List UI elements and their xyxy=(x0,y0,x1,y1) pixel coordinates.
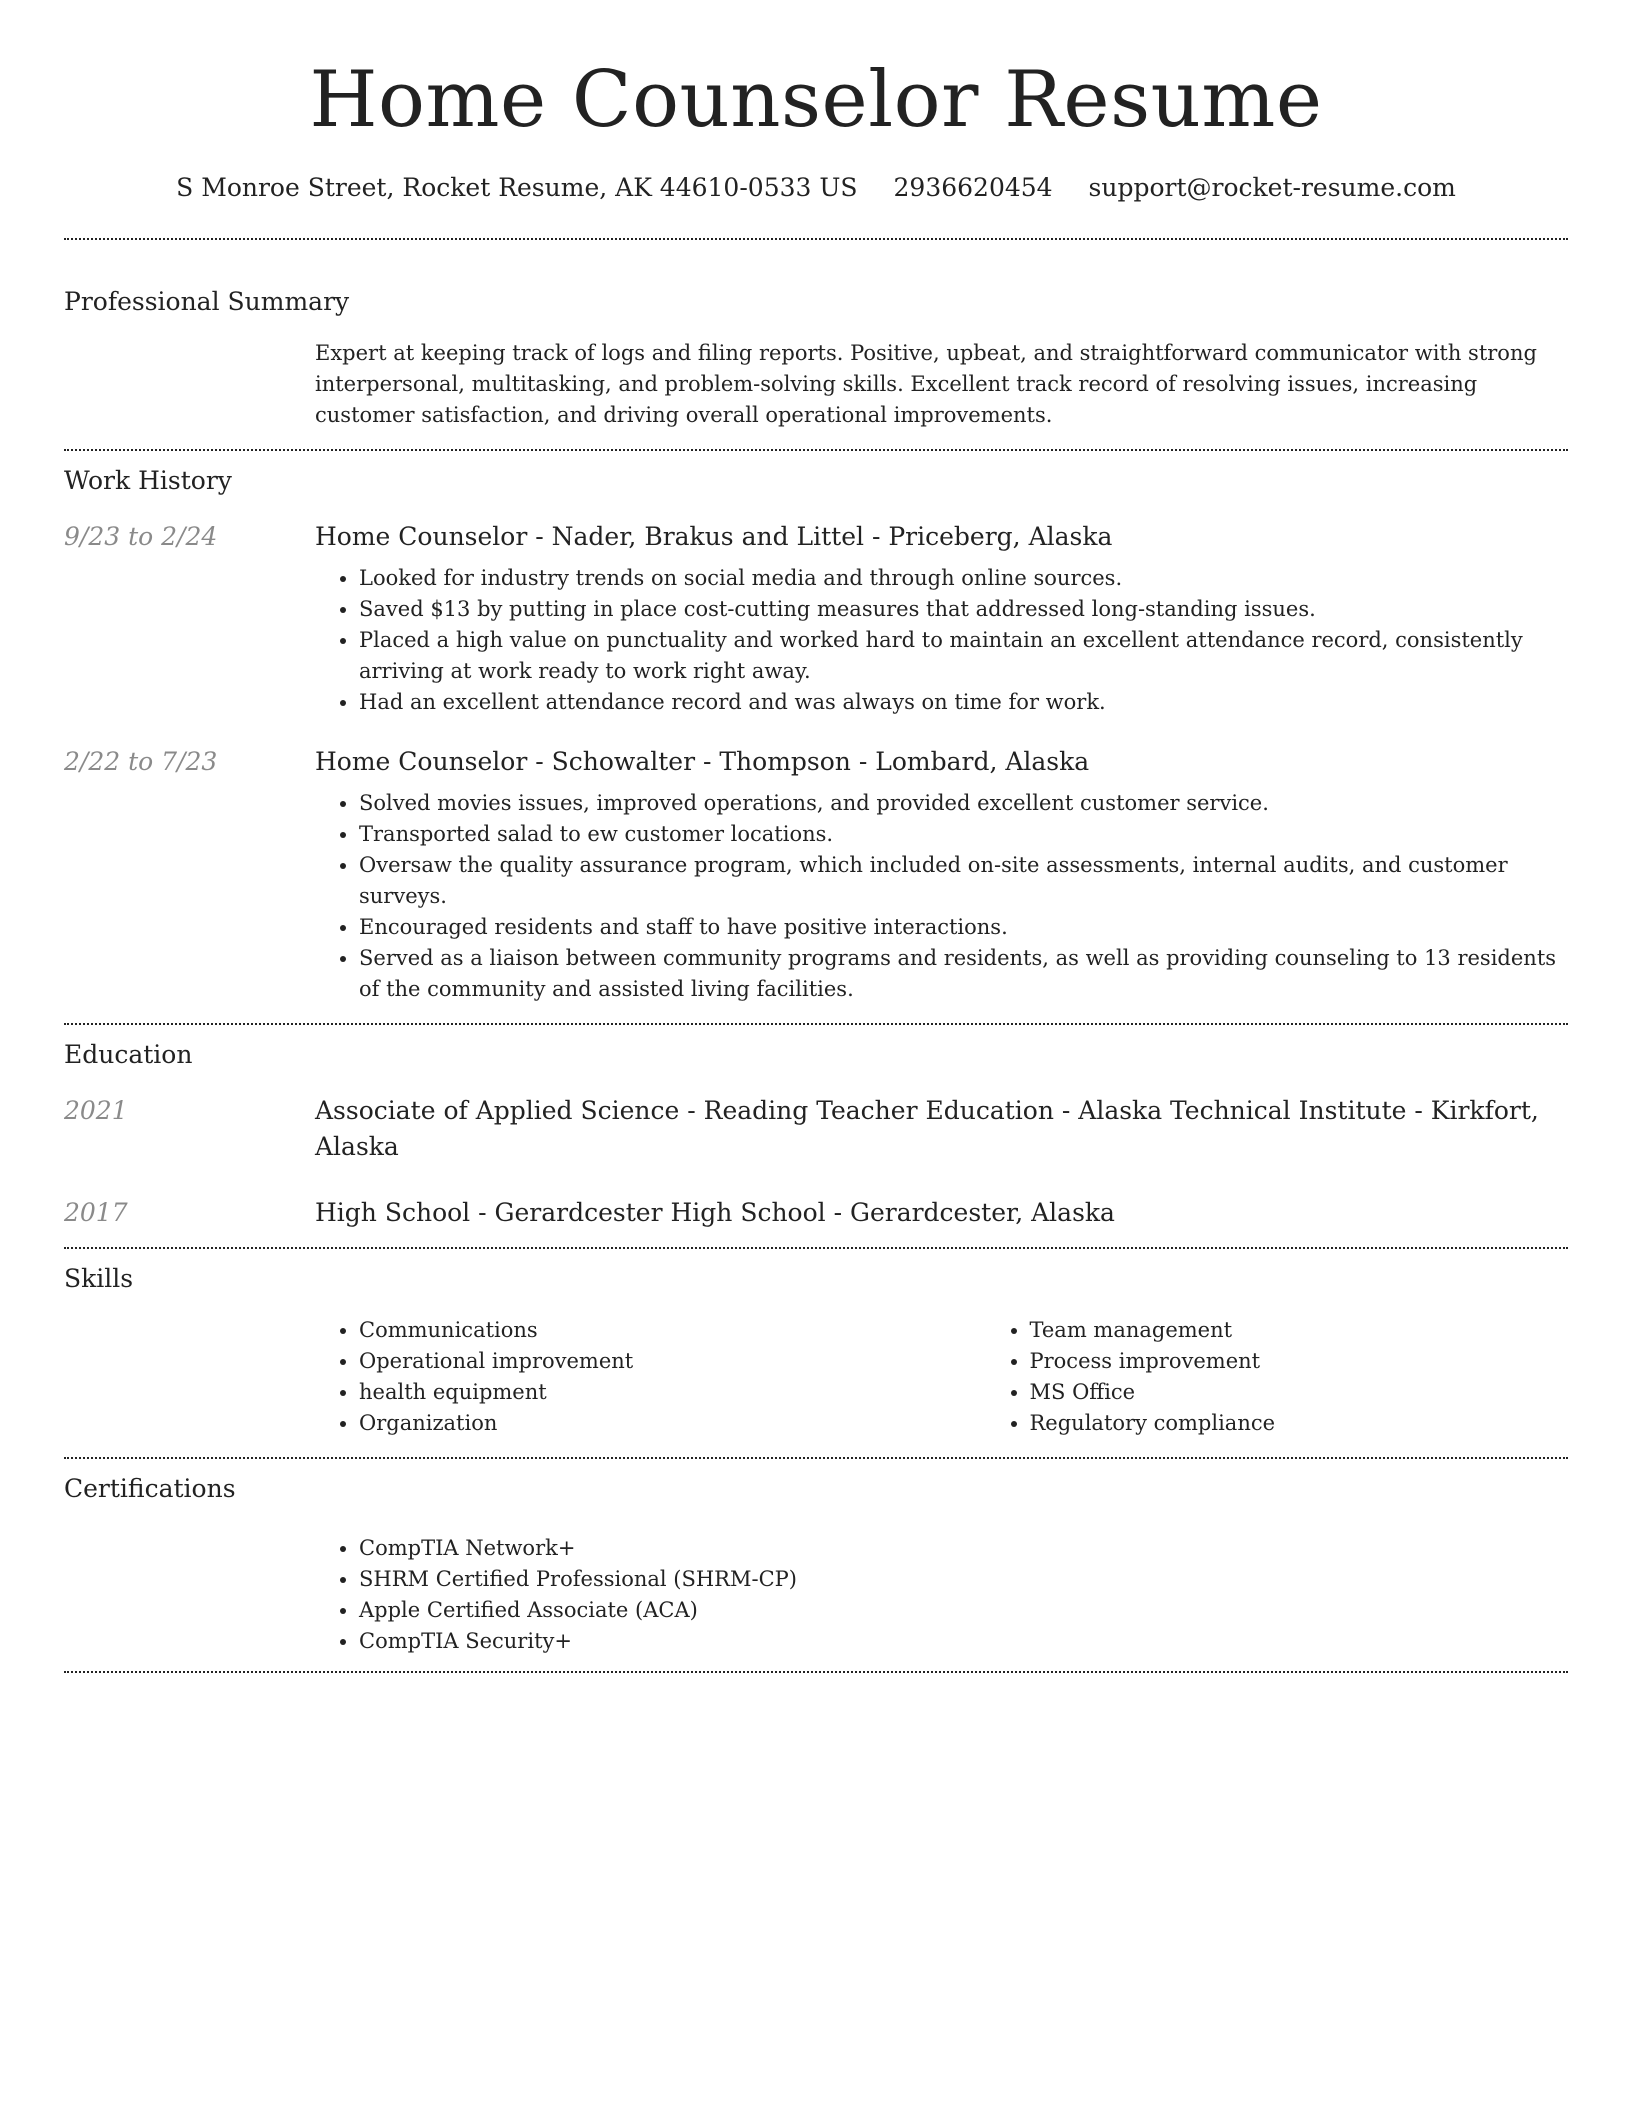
divider xyxy=(64,449,1568,451)
contact-address: S Monroe Street, Rocket Resume, AK 44610-0533 US xyxy=(176,173,858,202)
list-item: • Communications xyxy=(359,1315,986,1346)
job-role: Home Counselor xyxy=(315,522,528,551)
education-details: - Alaska Technical Institute - Kirkfort, Alaska xyxy=(315,1096,1539,1161)
contact-email: support@rocket-resume.com xyxy=(1088,173,1456,202)
certifications-heading: Certifications xyxy=(64,1474,236,1503)
list-item: • MS Office xyxy=(1030,1377,1632,1408)
education-heading-line xyxy=(315,1093,1568,1165)
education-entry xyxy=(64,1093,1568,1165)
job-heading xyxy=(315,744,1568,780)
certifications-list xyxy=(315,1533,1568,1657)
list-item: • Organization xyxy=(359,1408,986,1439)
list-item: • Apple Certified Associate (ACA) xyxy=(359,1595,1568,1626)
divider xyxy=(64,1457,1568,1459)
skills-list xyxy=(315,1315,986,1439)
education-year: 2021 xyxy=(64,1096,128,1125)
list-item: • CompTIA Security+ xyxy=(359,1626,1568,1657)
education-year: 2017 xyxy=(64,1198,128,1227)
job-bullets xyxy=(315,563,1568,718)
list-item: • Transported salad to ew customer locations. xyxy=(359,819,1568,850)
job-entry xyxy=(64,744,1568,1005)
summary-heading: Professional Summary xyxy=(64,287,350,316)
job-bullets xyxy=(315,788,1568,1005)
list-item: • Solved movies issues, improved operations, and provided excellent customer service. xyxy=(359,788,1568,819)
list-item: • Team management xyxy=(1030,1315,1632,1346)
list-item: • CompTIA Network+ xyxy=(359,1533,1568,1564)
job-dates: 9/23 to 2/24 xyxy=(64,522,218,551)
divider xyxy=(64,238,1568,240)
contact-phone: 2936620454 xyxy=(893,173,1053,202)
list-item: • Regulatory compliance xyxy=(1030,1408,1632,1439)
education-details: - Gerardcester High School - Gerardcester, Alaska xyxy=(470,1198,1115,1227)
resume-title: Home Counselor Resume xyxy=(309,55,1323,145)
list-item: • Process improvement xyxy=(1030,1346,1632,1377)
education-heading: Education xyxy=(64,1040,193,1069)
education-degree: Associate of Applied Science - Reading Teacher Education xyxy=(315,1096,1054,1125)
summary-text: Expert at keeping track of logs and filing reports. Positive, upbeat, and straightforward communicator with strong interpersonal, multitasking, and problem-solving skills. Excellent track record of resolving issues, increasing customer satisfaction, and driving overall operational improvements. xyxy=(315,341,1537,427)
list-item: • Oversaw the quality assurance program, which included on-site assessments, internal audits, and customer surveys. xyxy=(359,850,1568,912)
job-role: Home Counselor xyxy=(315,747,528,776)
divider xyxy=(64,1023,1568,1025)
list-item: • Served as a liaison between community programs and residents, as well as providing counseling to 13 residents of the community and assisted living facilities. xyxy=(359,943,1568,1005)
contact-line xyxy=(64,170,1568,206)
divider xyxy=(64,1671,1568,1673)
skills-list xyxy=(986,1315,1632,1439)
work-history-heading: Work History xyxy=(64,466,232,495)
list-item: • Placed a high value on punctuality and worked hard to maintain an excellent attendance record, consistently arriving at work ready to work right away. xyxy=(359,625,1568,687)
list-item: • SHRM Certified Professional (SHRM-CP) xyxy=(359,1564,1568,1595)
job-heading xyxy=(315,519,1568,555)
education-degree: High School xyxy=(315,1198,471,1227)
list-item: • Encouraged residents and staff to have positive interactions. xyxy=(359,912,1568,943)
job-details: - Schowalter - Thompson - Lombard, Alaska xyxy=(527,747,1090,776)
list-item: • Operational improvement xyxy=(359,1346,986,1377)
list-item: • Had an excellent attendance record and was always on time for work. xyxy=(359,687,1568,718)
list-item: • Looked for industry trends on social media and through online sources. xyxy=(359,563,1568,594)
certifications-block xyxy=(64,1525,1568,1657)
education-entry xyxy=(64,1195,1568,1231)
job-details: - Nader, Brakus and Littel - Priceberg, Alaska xyxy=(527,522,1113,551)
job-dates: 2/22 to 7/23 xyxy=(64,747,218,776)
divider xyxy=(64,1247,1568,1249)
skills-block xyxy=(64,1315,1568,1439)
job-entry xyxy=(64,519,1568,718)
skills-heading: Skills xyxy=(64,1264,134,1293)
list-item: • Saved $13 by putting in place cost-cutting measures that addressed long-standing issues. xyxy=(359,594,1568,625)
education-heading-line xyxy=(315,1195,1568,1231)
list-item: • health equipment xyxy=(359,1377,986,1408)
